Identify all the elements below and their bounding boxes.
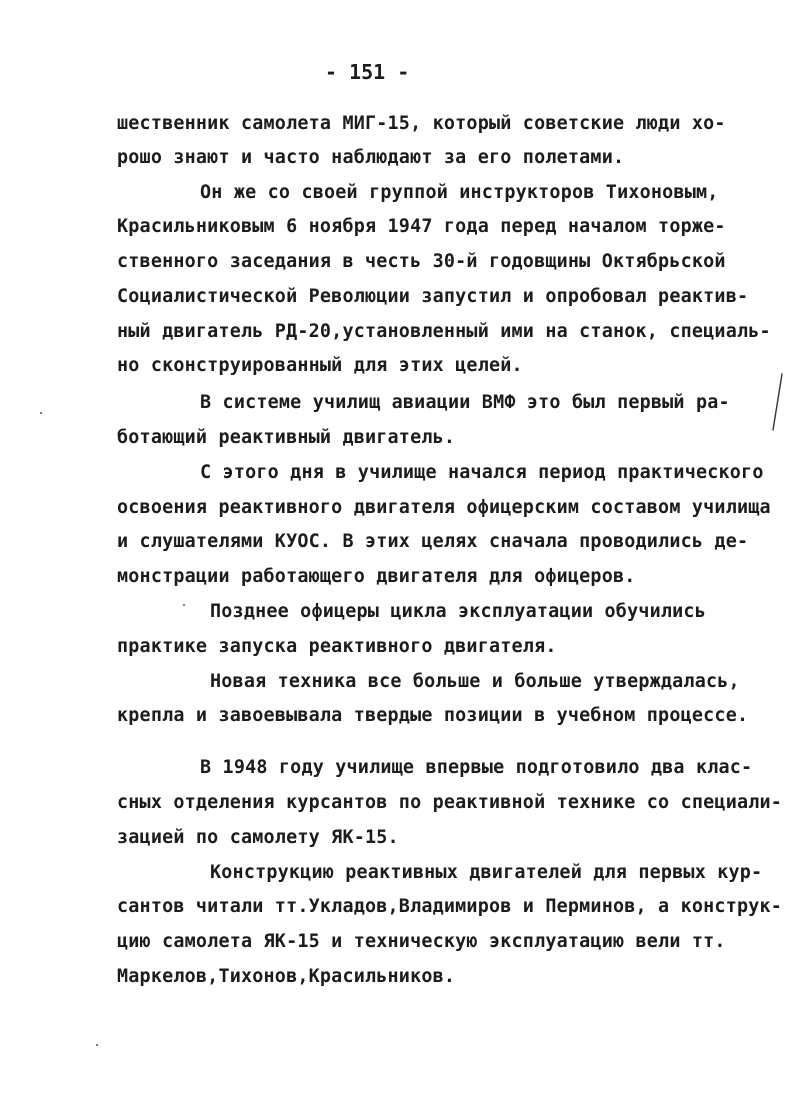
scan-speck (40, 412, 42, 414)
scan-speck (183, 604, 185, 606)
scan-speck (96, 1044, 98, 1046)
text-line: Красильниковым 6 ноября 1947 года перед началом торже- (117, 216, 726, 237)
text-line: В системе училищ авиации ВМФ это был первый ра- (200, 392, 730, 413)
text-line: В 1948 году училище впервые подготовило два клас- (200, 757, 753, 778)
text-line: освоения реактивного двигателя офицерским составом училища (117, 497, 771, 518)
text-line: Социалистической Революции запустил и опробовал реактив- (117, 286, 749, 307)
text-line: но сконструированный для этих целей. (117, 355, 523, 376)
text-line: С этого дня в училище начался период практического (200, 462, 764, 483)
text-line: ственного заседания в честь 30-й годовщины Октябрьской (117, 251, 726, 272)
text-line: крепла и завоевывала твердые позиции в учебном процессе. (117, 705, 749, 726)
text-line: Новая техника все больше и больше утверждалась, (210, 671, 740, 692)
text-line: рошо знают и часто наблюдают за его полетами. (117, 147, 625, 168)
text-line: цию самолета ЯК-15 и техническую эксплуатацию вели тт. (117, 931, 726, 952)
text-line: Маркелов,Тихонов,Красильников. (117, 966, 456, 987)
text-line: Позднее офицеры цикла эксплуатации обучились (210, 601, 706, 622)
text-line: ботающий реактивный двигатель. (117, 427, 456, 448)
text-line: сантов читали тт.Укладов,Владимиров и Перминов, а конструк- (117, 896, 783, 917)
text-line: ный двигатель РД-20,установленный ими на станок, специаль- (117, 321, 771, 342)
text-line: зацией по самолету ЯК-15. (117, 827, 399, 848)
text-line: практике запуска реактивного двигателя. (117, 636, 557, 657)
text-line: монстрации работающего двигателя для офицеров. (117, 566, 636, 587)
page-number: - 151 - (325, 60, 410, 84)
text-line: сных отделения курсантов по реактивной технике со специали- (117, 792, 783, 813)
text-line: и слушателями КУОС. В этих целях сначала проводились де- (117, 531, 749, 552)
text-line: шественник самолета МИГ-15, который советские люди хо- (117, 113, 726, 134)
text-line: Он же со своей группой инструкторов Тихоновым, (200, 182, 719, 203)
margin-pencil-mark (770, 372, 784, 432)
text-line: Конструкцию реактивных двигателей для первых кур- (210, 862, 763, 883)
